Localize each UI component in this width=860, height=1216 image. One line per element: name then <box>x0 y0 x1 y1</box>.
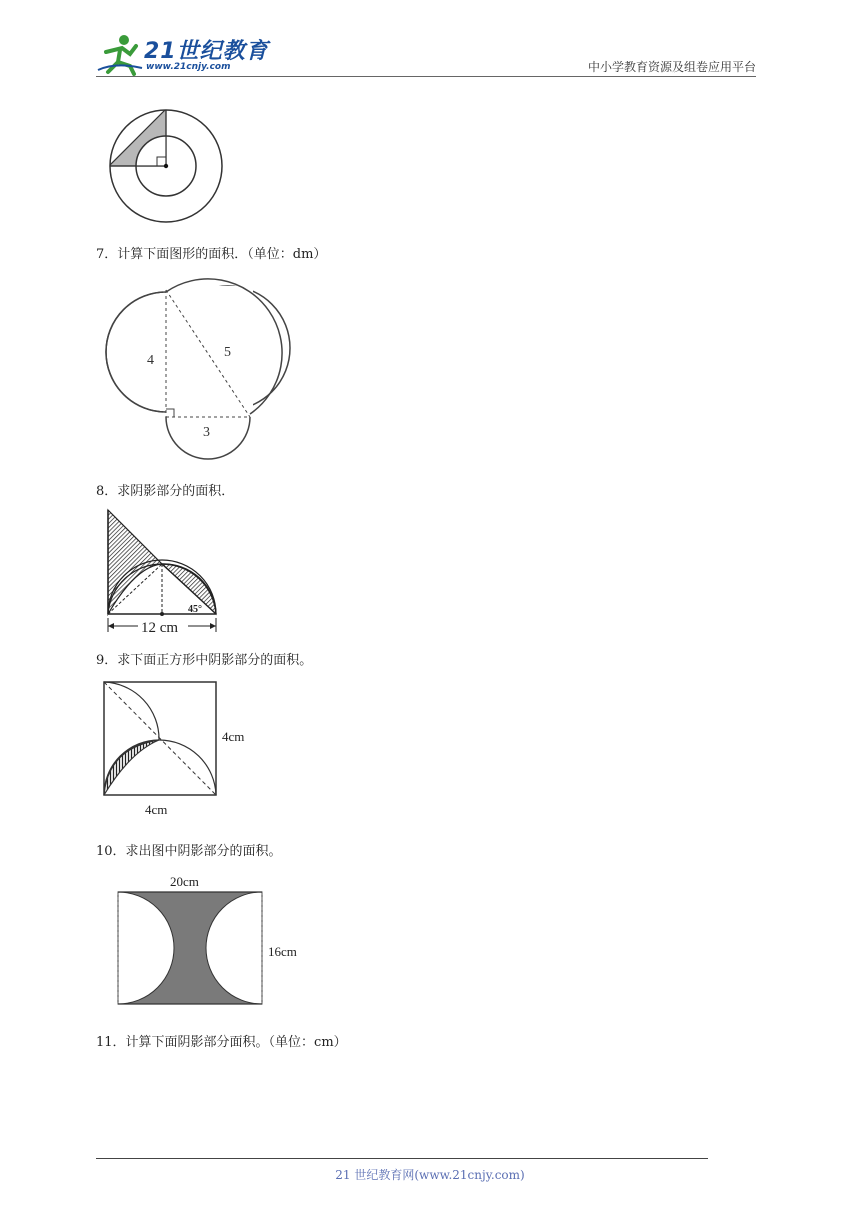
label-side-4cm: 4cm <box>222 729 245 744</box>
question-10: 10．求出图中阴影部分的面积。 <box>96 844 282 859</box>
label-20cm: 20cm <box>170 874 199 889</box>
question-9: 9．求下面正方形中阴影部分的面积。 <box>96 653 313 668</box>
figure-q8 <box>100 506 230 638</box>
label-45: 45° <box>188 604 202 615</box>
figure-concentric-circles <box>100 100 230 230</box>
figure-q9 <box>100 678 260 818</box>
runner-icon <box>96 32 144 76</box>
question-8: 8．求阴影部分的面积． <box>96 484 235 499</box>
page-header <box>96 28 756 78</box>
label-16cm: 16cm <box>268 944 297 959</box>
question-7: 7．计算下面图形的面积．（单位：dm） <box>96 247 327 262</box>
figure-q7 <box>100 278 300 464</box>
footer-text: 21 世纪教育网(www.21cnjy.com) <box>335 1168 525 1182</box>
label-3: 3 <box>203 425 210 440</box>
site-logo <box>96 32 276 76</box>
logo-url: www.21cnjy.com <box>146 62 231 72</box>
label-12cm: 12 cm <box>141 620 179 636</box>
label-4: 4 <box>147 353 154 368</box>
header-divider <box>96 76 756 77</box>
label-bottom-4cm: 4cm <box>145 802 168 817</box>
footer-divider <box>96 1158 708 1159</box>
question-11: 11．计算下面阴影部分面积。（单位：cm） <box>96 1035 347 1050</box>
platform-name: 中小学教育资源及组卷应用平台 <box>587 60 756 74</box>
figure-q10 <box>110 868 310 1010</box>
label-5: 5 <box>224 345 231 360</box>
logo-text: 21世纪教育 <box>144 39 269 64</box>
